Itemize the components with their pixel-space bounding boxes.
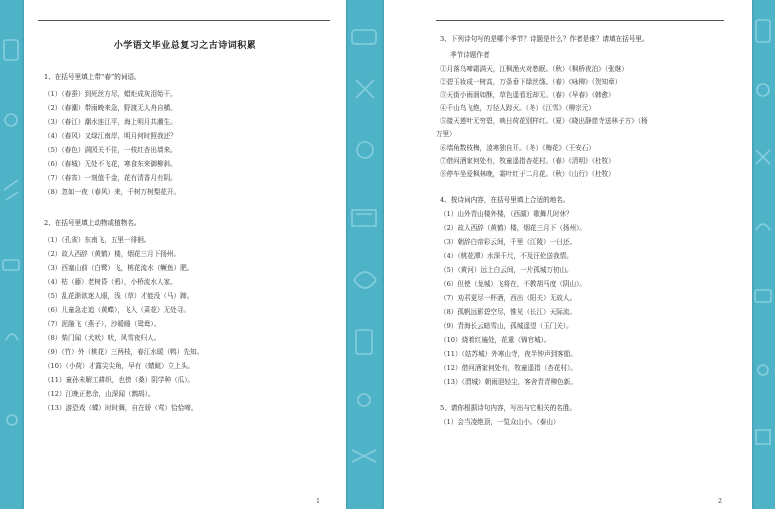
- text-line: （1）（孔雀）东南飞，五里一徘徊。: [44, 236, 151, 244]
- page-number: 2: [718, 498, 722, 505]
- text-line: （10）（小荷）才露尖尖角，早有（蜻蜓）立上头。: [44, 362, 195, 370]
- section-heading: 2、在括号里填上动物或植物名。: [44, 219, 141, 227]
- text-line: （8）忽如一夜（春风）来，千树万树梨花开。: [44, 188, 181, 196]
- text-line: ③天街小雨润如酥，草色遥看近却无。（春）《早春》（韩愈）: [440, 91, 615, 99]
- text-line: （7）劝君更尽一杯酒，西出（阳关）无故人。: [440, 294, 577, 302]
- text-line: （10）烧着红遍处，花重（锦官城）。: [440, 336, 551, 344]
- text-line: （3）朝辞白帝彩云间，千里（江陵）一日还。: [440, 238, 577, 246]
- section-heading: 1、在括号里填上带“春”的词语。: [44, 73, 141, 81]
- text-line: 万里）: [436, 130, 456, 138]
- text-line: （9）青海长云暗雪山，孤城遥望（玉门关）。: [440, 322, 573, 330]
- text-line: （3）（春江）潮水连江平，海上明月共潮生。: [44, 118, 177, 126]
- text-line: （6）儿童急走追（黄蝶），飞入（菜花）无处寻。: [44, 306, 190, 314]
- text-line: （6）（春城）无处不飞花，寒食东来御柳斜。: [44, 160, 177, 168]
- text-line: （12）江晚正愁余，山深闻（鹧鸪）。: [44, 390, 155, 398]
- text-line: 季节诗题作者: [450, 51, 490, 59]
- text-line: ⑧停车坐爱枫林晚，霜叶红于二月花。（秋）《山行》（杜牧）: [440, 170, 615, 178]
- text-line: （6）但使（龙城）飞将在，不教胡马度（阴山）。: [440, 280, 586, 288]
- document-page-1: [24, 0, 346, 509]
- page-number: 1: [316, 498, 320, 505]
- section-heading: 5、请你根据诗句内容，写出与它相关的名胜。: [440, 404, 577, 412]
- header-rule: [436, 20, 724, 21]
- page-2-body: [436, 34, 746, 427]
- document-page-2: [384, 0, 752, 509]
- text-line: （4）（春风）又绿江南岸，明月何时照我还？: [44, 132, 177, 140]
- text-line: （7）泥融飞（燕子），沙暖睡（鸳鸯）。: [44, 320, 161, 328]
- text-line: （2）故人西辞（黄鹤）楼，烟花三月下（扬州）。: [440, 224, 586, 232]
- text-line: ⑦借问酒家何处有，牧童遥指杏花村。（春）《清明》（杜牧）: [440, 157, 615, 165]
- text-line: （4）（桃花潭）水深千尺，不及汪伦送我情。: [440, 252, 573, 260]
- text-line: ④千山鸟飞绝，万径人踪灭。（冬）《江雪》（柳宗元）: [440, 104, 595, 112]
- section-heading: 3、下列诗句写的是哪个季节？诗题是什么？作者是谁？请填在括号里。: [440, 35, 649, 43]
- page-1-body: [44, 72, 340, 413]
- text-line: （5）（春色）满园关不住，一枝红杏出墙来。: [44, 146, 177, 154]
- text-line: （2）故人西辞（黄鹤）楼，烟花三月下扬州。: [44, 250, 181, 258]
- text-line: （1）山外青山楼外楼，（西湖）歌舞几时休？: [440, 210, 573, 218]
- text-line: （13）游恐戏（蝶）时时舞，自在娇（莺）恰恰啼。: [44, 404, 198, 412]
- text-line: （9）（竹）外（桃花）三两枝，春江水暖（鸭）先知。: [44, 348, 204, 356]
- text-line: （11）（姑苏城）外寒山寺，夜半钟声到客船。: [440, 350, 577, 358]
- text-line: （3）西塞山前（白鹭）飞，桃花流水（鳜鱼）肥。: [44, 264, 194, 272]
- text-line: （5）乱花渐欲迷人眼，浅（草）才能没（马）蹄。: [44, 292, 194, 300]
- text-line: （8）柴门闻（犬吠）吠，风雪夜归人。: [44, 334, 161, 342]
- text-line: （8）孤帆远影碧空尽，惟见（长江）天际流。: [440, 308, 577, 316]
- text-line: （13）（渭城）朝雨浥轻尘，客舍青青柳色新。: [440, 378, 577, 386]
- text-line: （1）（春蚕）到死丝方尽，蜡炬成灰泪始干。: [44, 90, 177, 98]
- page-title: 小学语文毕业总复习之古诗词积累: [113, 41, 257, 51]
- text-line: ⑤接天莲叶无穷碧，映日荷花别样红。（夏）《晓出静慈寺送林子方》（杨: [440, 117, 648, 125]
- text-line: （12）借问酒家何处有，牧童遥指（杏花村）。: [440, 364, 577, 372]
- header-rule: [38, 20, 330, 21]
- text-line: ⑥墙角数枝梅，凌寒独自开。（冬）《梅花》（王安石）: [440, 144, 595, 152]
- text-line: （5）（黄河）远上白云间，一片孤城万仞山。: [440, 266, 573, 274]
- text-line: （1）会当凌绝顶，一览众山小。（泰山）: [440, 418, 560, 426]
- section-heading: 4、按诗词内容，在括号里填上合适的地名。: [440, 196, 570, 204]
- text-line: （11）童孙未解工耕织，也傍（桑）阴学种（瓜）。: [44, 376, 195, 384]
- text-line: ②碧玉妆成一树高，万条垂下绿丝绦。（春）《咏柳》（贺知章）: [440, 78, 622, 86]
- text-line: （2）（春潮）带雨晚来急，野渡无人舟自横。: [44, 104, 177, 112]
- text-line: ①月落乌啼霜满天，江枫渔火对愁眠。（秋）《枫桥夜泊》（张继）: [440, 65, 628, 73]
- text-line: （7）（春宵）一刻值千金，花有清香月有阴。: [44, 174, 177, 182]
- text-line: （4）枯（藤）老树昏（鸦），小桥流水人家。: [44, 278, 177, 286]
